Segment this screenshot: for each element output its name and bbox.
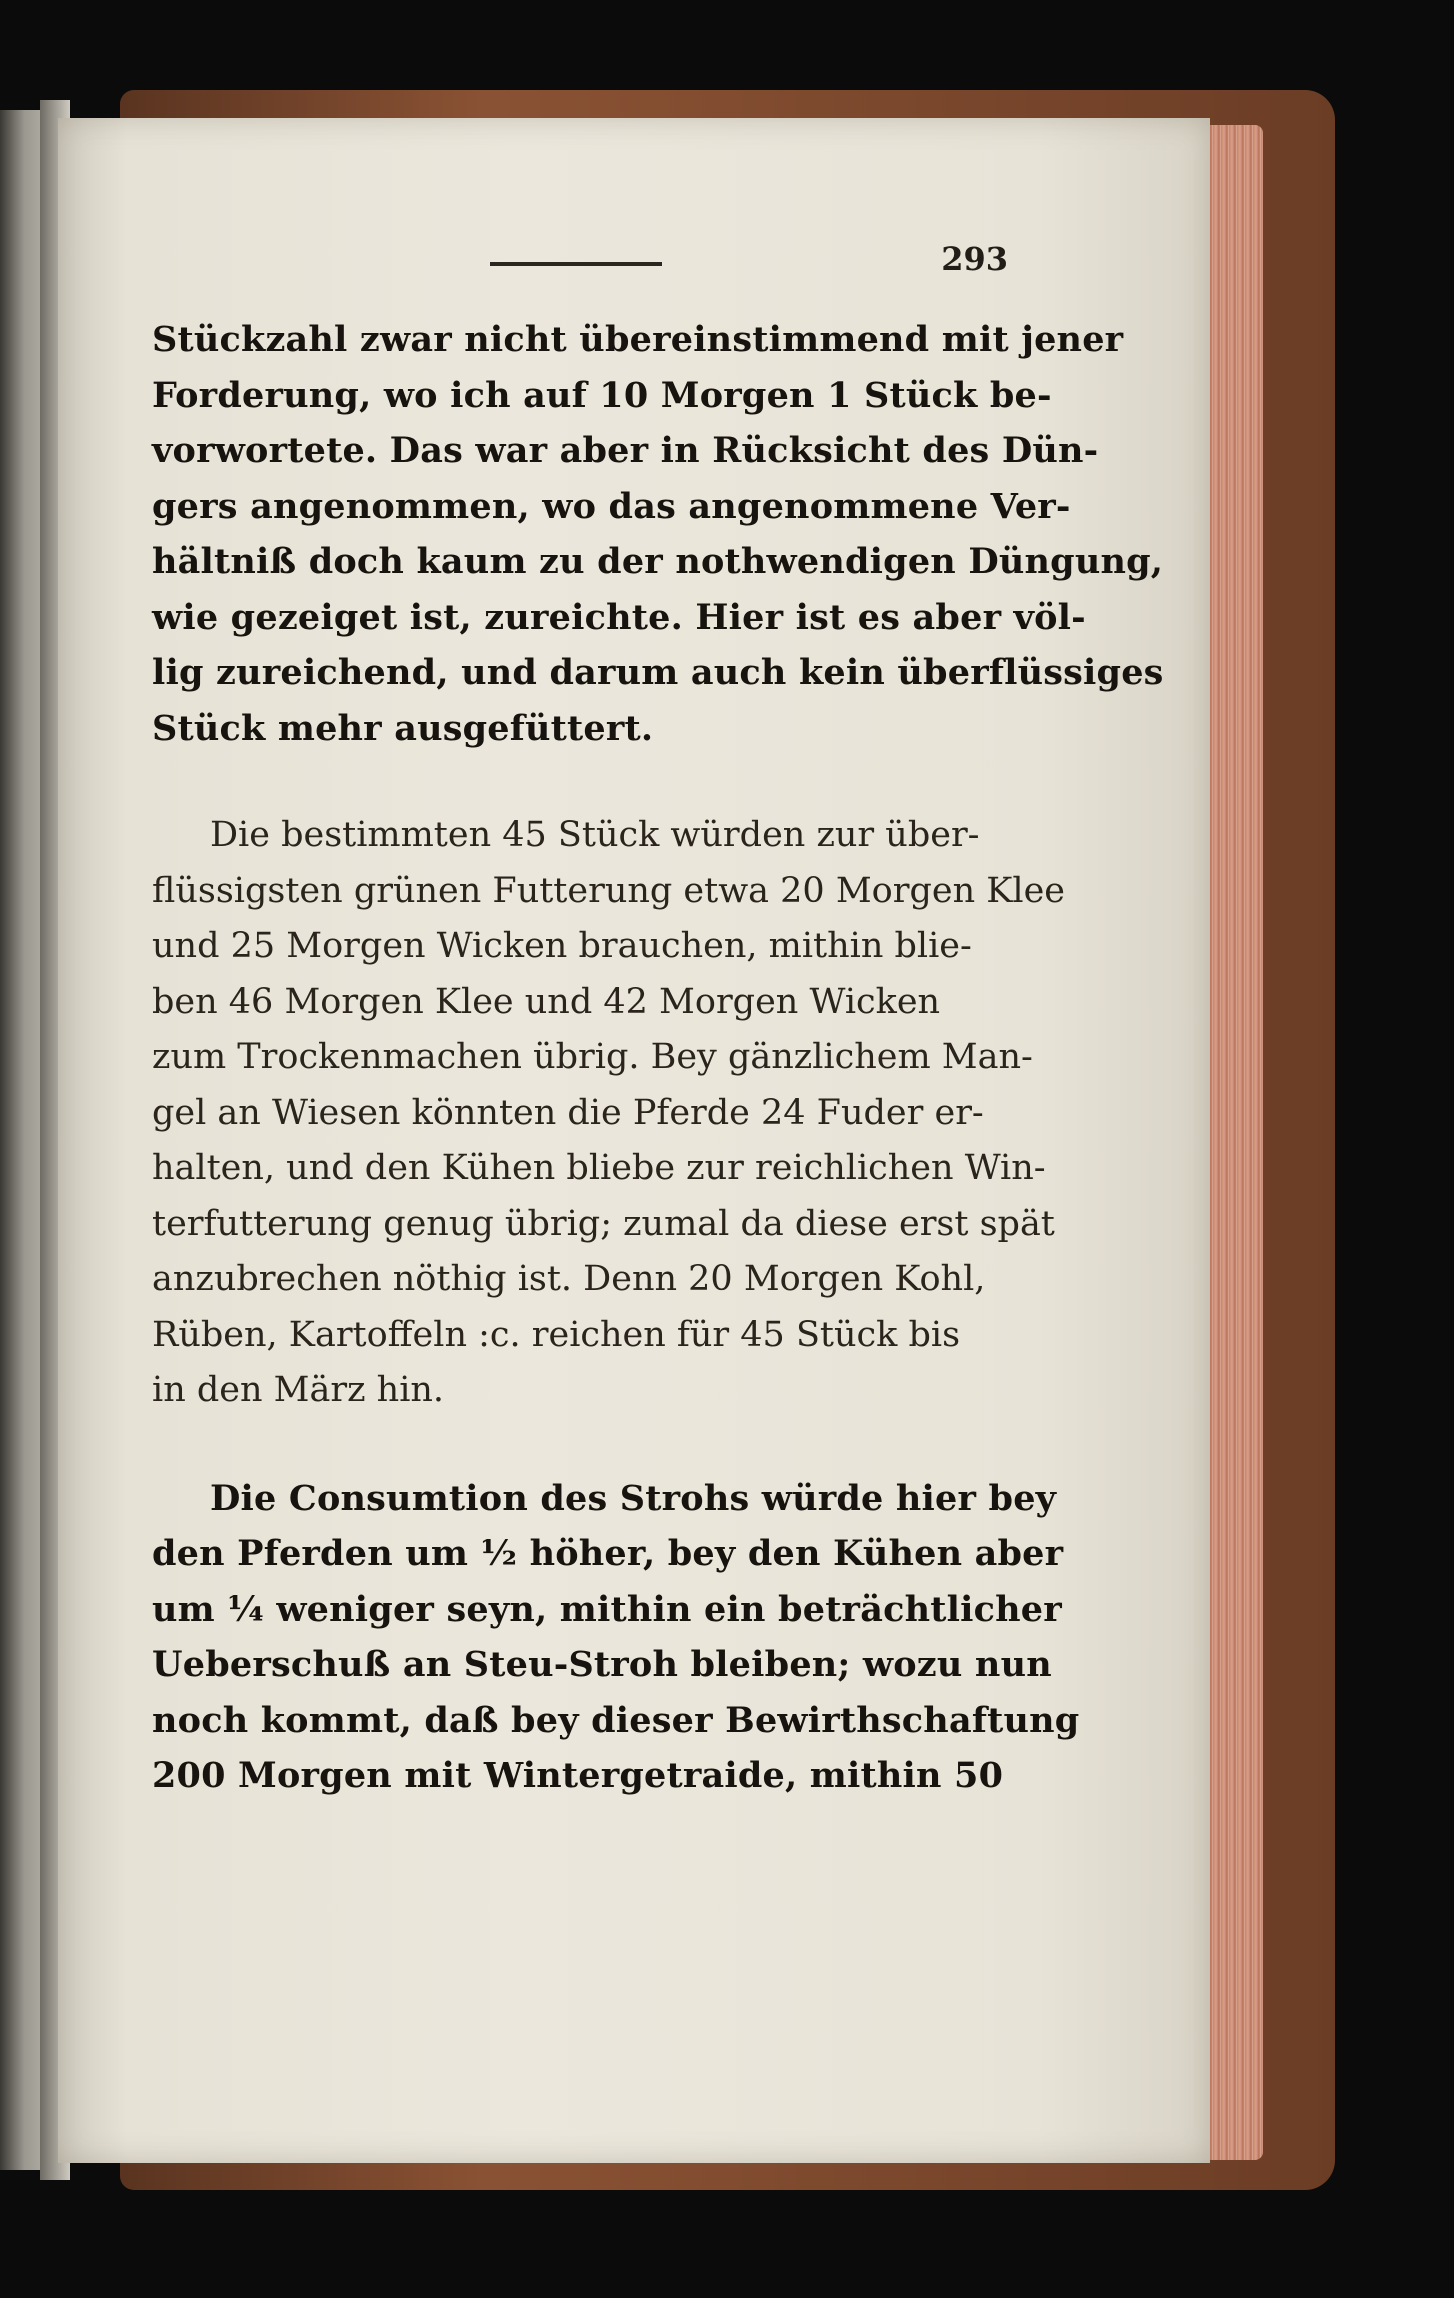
- text-line: Stück mehr ausgefüttert.: [152, 707, 654, 749]
- text-line: den Pferden um ½ höher, bey den Kühen aber: [152, 1533, 1064, 1574]
- text-line: flüssigsten grünen Futterung etwa 20 Morgen Klee: [152, 870, 1066, 911]
- text-line: 200 Morgen mit Wintergetraide, mithin 50: [152, 1755, 1004, 1796]
- text-line: Stückzahl zwar nicht übereinstimmend mit jener: [152, 319, 1124, 360]
- text-line: noch kommt, daß bey dieser Bewirthschaftung: [152, 1699, 1080, 1741]
- text-line: hältniß doch kaum zu der nothwendigen Düngung,: [152, 541, 1164, 582]
- text-line: um ¼ weniger seyn, mithin ein beträchtlicher: [152, 1588, 1062, 1630]
- page-edges: [1205, 125, 1263, 2160]
- header-rule: [490, 262, 662, 266]
- paragraph-2: [152, 808, 1066, 1419]
- text-line: gers angenommen, wo das angenommene Ver-: [152, 485, 1071, 527]
- text-line: terfutterung genug übrig; zumal da diese erst spät: [152, 1203, 1055, 1244]
- text-line: wie gezeiget ist, zureichte. Hier ist es aber völ-: [152, 596, 1086, 638]
- page-text: [152, 312, 1164, 1804]
- text-line: Rüben, Kartoffeln :c. reichen für 45 Stück bis: [152, 1314, 961, 1355]
- text-line: Ueberschuß an Steu-Stroh bleiben; wozu nun: [152, 1644, 1052, 1685]
- text-line: anzubrechen nöthig ist. Denn 20 Morgen Kohl,: [152, 1259, 986, 1299]
- paragraph-1: [152, 312, 1164, 756]
- text-line: ben 46 Morgen Klee und 42 Morgen Wicken: [152, 981, 941, 1022]
- text-line: Forderung, wo ich auf 10 Morgen 1 Stück be-: [152, 374, 1052, 416]
- paragraph-3: [152, 1471, 1080, 1804]
- text-line: halten, und den Kühen bliebe zur reichlichen Win-: [152, 1148, 1046, 1188]
- text-line: lig zureichend, und darum auch kein überflüssiges: [152, 652, 1164, 693]
- text-line: in den März hin.: [152, 1370, 445, 1410]
- text-line: Die bestimmten 45 Stück würden zur über-: [210, 815, 980, 855]
- text-line: gel an Wiesen könnten die Pferde 24 Fuder er-: [152, 1092, 984, 1133]
- text-line: und 25 Morgen Wicken brauchen, mithin blie-: [152, 926, 972, 966]
- text-line: Die Consumtion des Strohs würde hier bey: [210, 1477, 1057, 1519]
- page-header: [490, 240, 1010, 288]
- text-line: zum Trockenmachen übrig. Bey gänzlichem Man-: [152, 1037, 1033, 1077]
- page-number: 293: [941, 240, 1008, 278]
- text-line: vorwortete. Das war aber in Rücksicht des Dün-: [152, 430, 1099, 471]
